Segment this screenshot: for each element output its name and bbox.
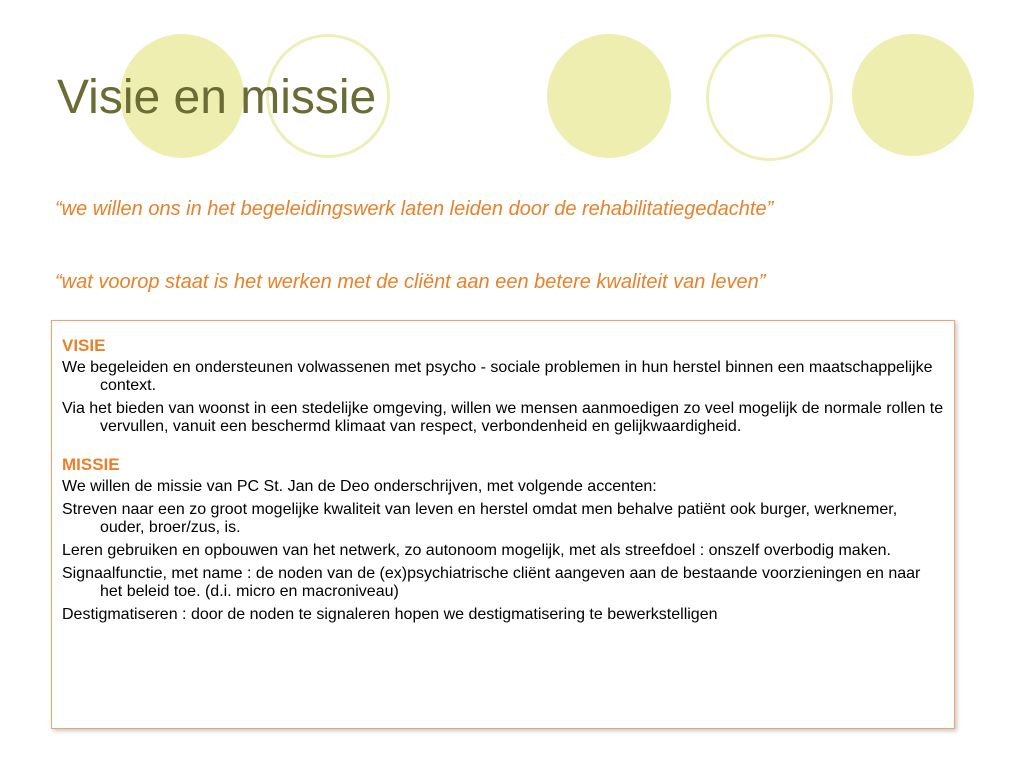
slide-title: Visie en missie [57,71,377,124]
section-spacer [62,436,946,454]
content-box [51,320,955,729]
missie-paragraph: We willen de missie van PC St. Jan de Deo onderschrijven, met volgende accenten: [62,478,657,495]
visie-heading: VISIE [62,336,106,355]
quote-kwaliteit: “wat voorop staat is het werken met de cliënt aan een betere kwaliteit van leven” [55,271,766,293]
missie-paragraph: Leren gebruiken en opbouwen van het netwerk, zo autonoom mogelijk, met als streefdoel : onszelf overbodig maken. [62,542,891,559]
decorative-circle-filled [547,34,671,158]
visie-paragraph: We begeleiden en ondersteunen volwassenen met psycho - sociale problemen in hun herstel binnen een maatschappelijke context. [62,359,933,394]
missie-paragraph: Destigmatiseren : door de noden te signaleren hopen we destigmatisering te bewerkstelligen [62,606,718,623]
missie-paragraph: Signaalfunctie, met name : de noden van de (ex)psychiatrische cliënt aangeven aan de bestaande voorzieningen en naar het beleid toe. (d.i. micro en macroniveau) [62,565,921,600]
quote-rehabilitatie: “we willen ons in het begeleidingswerk laten leiden door de rehabilitatiegedachte” [55,198,774,220]
missie-paragraph: Streven naar een zo groot mogelijke kwaliteit van leven en herstel omdat men behalve patiënt ook burger, werknemer, ouder, broer/zus, is. [62,501,898,536]
decorative-circle-ring [706,34,833,161]
decorative-circle-filled [852,34,974,156]
visie-paragraph: Via het bieden van woonst in een stedelijke omgeving, willen we mensen aanmoedigen zo veel mogelijk de normale rollen te vervullen, vanuit een beschermd klimaat van respect, verbondenheid en gelijkwaardigheid. [62,400,944,435]
missie-heading: MISSIE [62,455,120,474]
